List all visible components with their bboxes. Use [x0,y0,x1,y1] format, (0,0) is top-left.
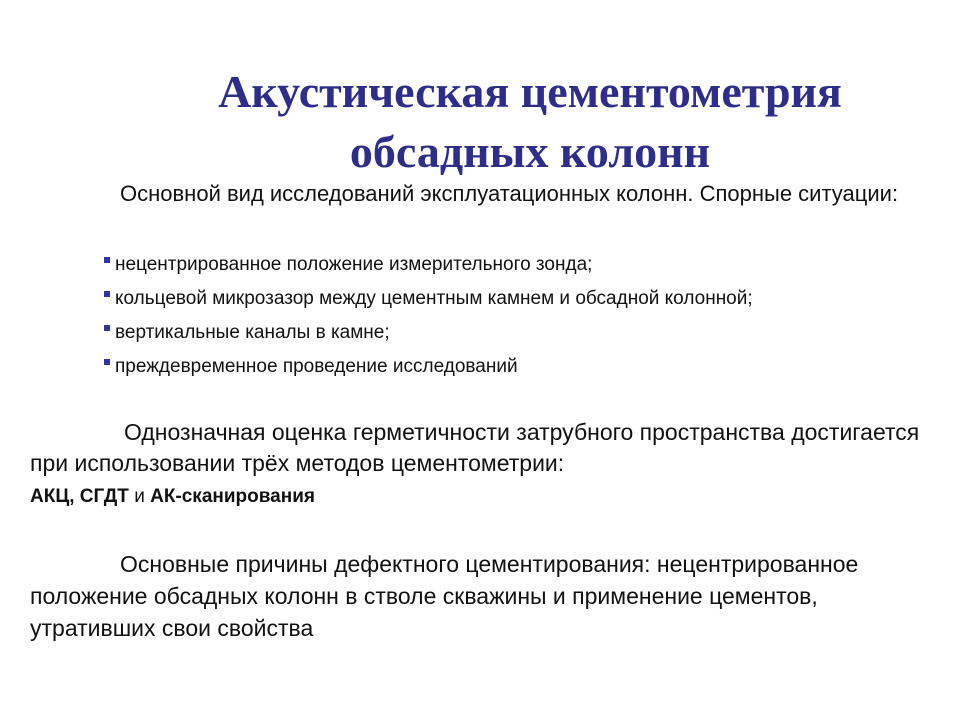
bullet-icon [104,257,110,263]
list-item [104,350,944,384]
method-ak-scan: АК-сканирования [150,486,315,507]
list-item [104,248,944,282]
method-connector: и [128,486,151,507]
list-item [104,316,944,350]
slide-title [100,62,960,182]
title-line-1: Акустическая цементометрия [218,66,842,117]
bullet-text: кольцевой микрозазор между цементным камнем и обсадной колонной; [115,288,753,309]
methods-line [30,486,315,507]
intro-text: Основной вид исследований эксплуатационных колонн. Спорные ситуации: [120,181,899,206]
bullet-list [104,248,944,384]
causes-text: Основные причины дефектного цементирования: нецентрированное положение обсадных колонн в стволе скважины и применение цементов, утративших свои свойства [30,551,859,641]
bullet-text: преждевременное проведение исследований [115,356,518,377]
title-line-2: обсадных колонн [349,126,711,177]
intro-paragraph [30,179,930,209]
causes-paragraph [30,548,930,644]
list-item [104,282,944,316]
bullet-icon [104,291,110,297]
bullet-text: нецентрированное положение измерительного зонда; [115,254,593,275]
method-akc-sgdt: АКЦ, СГДТ [30,486,129,507]
evaluation-text: Однозначная оценка герметичности затрубного пространства достигается при использовании трёх методов цементометрии: [30,419,920,476]
bullet-text: вертикальные каналы в камне; [115,322,390,343]
bullet-icon [104,359,110,365]
evaluation-paragraph [30,417,930,510]
bullet-icon [104,325,110,331]
